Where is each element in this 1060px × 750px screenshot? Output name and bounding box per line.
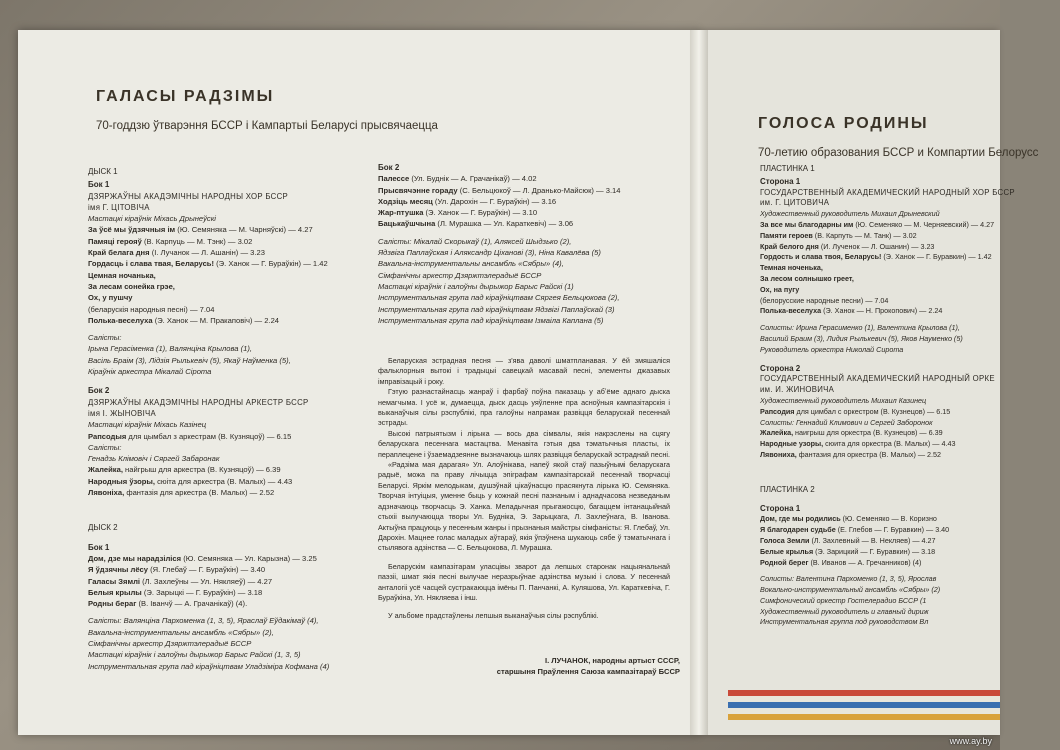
track-title: За ўсё мы ўдзячныя ім <box>88 225 176 235</box>
track-title: Ох, на пугу <box>760 284 800 294</box>
director-line: Художественный руководитель Михаил Дрыневский <box>760 209 940 219</box>
track-line <box>88 247 368 258</box>
track-line <box>760 514 1060 525</box>
track-credits: (Е. Глебов — Г. Буравкин) — 3.40 <box>835 525 950 535</box>
director-line: Мастацкі кіраўнік Міхась Дрынеўскі <box>88 214 216 224</box>
credit-line: Вакальна-інструментальны ансамбль «Сябры» (4), <box>378 259 564 269</box>
page-title-russian: ГОЛОСА РОДИНЫ <box>758 115 929 132</box>
track-credits: (С. Бельцюкоў — Л. Дранько-Майсюк) — 3.14 <box>457 185 621 195</box>
track-title: Цемная ночанька, <box>88 270 156 280</box>
credit-line: Кіраўнік аркестра Мікалай Сірота <box>88 367 212 377</box>
track-line <box>760 231 1060 242</box>
track-credits: (Э. Зарыцкі — Г. Бураўкін) — 3.18 <box>141 587 263 597</box>
track-credits: для цимбал с оркестром (В. Кузнецов) — 6.15 <box>794 406 951 416</box>
track-credits: сюіта для аркестра (В. Малых) — 4.43 <box>155 476 293 486</box>
track-line <box>88 487 368 498</box>
track-title: Памяці герояў <box>88 236 142 246</box>
track-line <box>378 185 678 196</box>
track-line <box>378 173 678 184</box>
ensemble-name: ДЗЯРЖАЎНЫ АКАДЭМІЧНЫ НАРОДНЫ ХОР БССР <box>88 191 289 201</box>
track-title: Край белага дня <box>88 248 150 258</box>
ensemble-name: ГОСУДАРСТВЕННЫЙ АКАДЕМИЧЕСКИЙ НАРОДНЫЙ ХОР БССР <box>760 187 1015 197</box>
track-title: Памяти героев <box>760 230 813 240</box>
spacer <box>88 534 368 540</box>
track-line <box>88 564 368 575</box>
disc-heading: ПЛАСТИНКА 2 <box>760 484 815 494</box>
track-credits: (В. Иванов — А. Гречанников) (4) <box>808 557 922 567</box>
track-credits: (Ю. Семяняка — Ул. Карызна) — 3.25 <box>181 553 317 563</box>
spacer <box>88 377 368 383</box>
track-credits: (В. Карпуць — М. Тэнк) — 3.02 <box>141 236 253 246</box>
track-line <box>88 315 368 326</box>
track-title: Я благодарен судьбе <box>760 525 836 535</box>
credit-line: Мастацкі кіраўнік і галоўны дырыжор Барыс Райскі (1) <box>378 281 574 291</box>
credit-line: (белорусские народные песни) — 7.04 <box>760 295 889 305</box>
credit-line: Салісты: Мікалай Скорыкаў (1), Аляксей Шыдзько (2), <box>378 236 572 246</box>
credit-line: Інструментальная група пад кіраўніцтвам Сяргея Бельцюкова (2), <box>378 293 620 303</box>
track-title: Народныя ўзоры, <box>88 476 155 486</box>
track-title: Ходзіць месяц <box>378 196 433 206</box>
track-line <box>760 439 1060 450</box>
credit-line: Симфонический оркестр Гостелерадио БССР (1 <box>760 595 927 605</box>
watermark: www.ay.by <box>949 736 992 746</box>
credit-line: Інструментальная група пад кіраўніцтвам Ядзвігі Паплаўскай (3) <box>378 304 615 314</box>
side-heading: Бок 1 <box>88 180 110 190</box>
director-line: Художественный руководитель Михаил Казинец <box>760 395 927 405</box>
disc-heading: ПЛАСТИНКА 1 <box>760 164 815 173</box>
track-title: Лявониха, <box>760 449 797 459</box>
track-credits: наигрыш для оркестра (В. Кузнецов) — 6.39 <box>793 428 943 438</box>
track-title: За лесам сонейка грэе, <box>88 281 175 291</box>
track-line <box>760 558 1060 569</box>
signature-line-1: І. ЛУЧАНОК, народны артыст СССР, <box>544 656 680 665</box>
track-credits: фантазія для аркестра (В. Малых) — 2.52 <box>124 488 275 498</box>
track-line <box>88 598 368 609</box>
credit-line: Салісты: Валянціна Пархоменка (1, 3, 5), Яраслаў Еўдакімаў (4), <box>88 616 319 626</box>
tracklist-disc2-side2 <box>378 160 678 326</box>
track-title: Жалейка, <box>88 465 123 475</box>
track-credits: (Ул. Дарохін — Г. Бураўкін) — 3.16 <box>432 196 557 206</box>
track-title: Голоса Земли <box>760 535 810 545</box>
dedication-russian: 70-летию образования БССР и Компартии Белорусс <box>758 147 1039 159</box>
track-credits: (Ю. Семеняко — В. Коризно <box>840 514 937 524</box>
track-credits: (Ул. Буднік — А. Грачанікаў) — 4.02 <box>409 174 537 184</box>
track-credits: (Л. Мурашка — Ул. Караткевіч) — 3.06 <box>435 219 574 229</box>
track-credits: (Я. Глебаў — Г. Бураўкін) — 3.40 <box>148 565 266 575</box>
track-line <box>88 236 368 247</box>
track-line <box>760 450 1060 461</box>
ensemble-name: імя І. ЖЫНОВІЧА <box>88 408 157 418</box>
credit-line: Ядзвіга Паплаўская і Аляксандр Ціханові (3), Ніна Кавалёва (5) <box>378 248 601 258</box>
track-credits: (Э. Зарицкий — Г. Буравкин) — 3.18 <box>813 546 936 556</box>
track-title: Жар-птушка <box>378 208 424 218</box>
credit-line: Сімфанічны аркестр Дзяржтэлерадыё БССР <box>88 638 252 648</box>
track-title: Я ўдзячны лёсу <box>88 565 148 575</box>
essay-paragraph: Беларуская эстрадная песня — з'ява даволі шматпланавая. У ёй змяшаліся фальклорныя вытокі і традыцыі савецкай масавай песні, элементы джазавых імправізацый і року. <box>378 356 670 386</box>
track-title: Родной берег <box>760 557 809 567</box>
track-title: Родны бераг <box>88 599 137 609</box>
signature-line-2: старшыня Праўлення Саюза кампазітараў БССР <box>496 667 680 676</box>
side-heading: Сторона 1 <box>760 503 801 513</box>
essay-paragraph: «Радзіма мая дарагая» Ул. Алоўнікава, напеў якой стаў пазыўнымі беларускага радыё, можа па праву лічыцца эпіграфам кампазітарскай песеннай творчасці Беларусі. Яркім мелодыкам, душэўнай цікаўнасцю прасякнута лірыка Ю. Семяняка. Творчая інтуіцыя, уменне быць у кожнай песні пазнаным і аднадчасова незведаным адзначаюць творчасць Э. Ханка. Меладычная прыгажосцю, багаццем інтанацыйнай стыхіі вылучаюцца творы Ул. Будніка, Э. Зарыцкага, Л. Захлеўнага, В. Іванова. Актыўна працуюць у песенным жанры і прызнаныя майстры сімфаністы: Я. Глебаў, Ул. Дарохін. Мацнее голас маладых аўтараў, якія ўпэўнена шукаюць сябе ў тэматычнага і стылявога адзінства — С. Бельцюкова, Л. Мурашка. <box>378 460 670 553</box>
spacer <box>760 473 1060 479</box>
side-heading: Бок 2 <box>378 163 400 172</box>
spacer <box>760 496 1060 502</box>
track-title: Прысвячэнне гораду <box>378 185 458 195</box>
essay-paragraph: Гэтую разнастайнасць жанраў і фарбаў поўна паказаць у абʼёме аднаго дыска немагчыма. І усё ж, думаецца, дыск дасць уяўленне пра асноўныя кампазітарскія і выканаўчыя сілы рэспублікі, пра галоўны напрамак развіцця беларускай песеннай эстрады. <box>378 387 670 428</box>
track-credits: сюита для оркестра (В. Малых) — 4.43 <box>823 439 956 449</box>
track-title: Галасы Зямлі <box>88 576 141 586</box>
track-title: За все мы благодарны им <box>760 219 854 229</box>
tracklist-disc1-and-disc2 <box>88 160 368 672</box>
ensemble-name: імя Г. ЦІТОВІЧА <box>88 202 150 212</box>
track-line <box>378 218 678 229</box>
track-credits: (И. Лученок — Л. Ошанин) — 3.23 <box>818 241 935 251</box>
credit-line: (беларускія народныя песні) — 7.04 <box>88 304 215 314</box>
track-credits: (І. Лучанок — Л. Ашанін) — 3.23 <box>149 248 265 258</box>
track-line <box>760 242 1060 253</box>
dedication-belarusian: 70-годдзю ўтварэння БССР і Кампартыі Беларусі прысвячаецца <box>96 120 438 132</box>
track-line <box>88 270 368 281</box>
track-line <box>88 587 368 598</box>
track-title: Ох, у пушчу <box>88 293 133 303</box>
track-line <box>760 407 1060 418</box>
credit-line: Руководитель оркестра Николай Сирота <box>760 344 904 354</box>
track-line <box>378 207 678 218</box>
credit-line: Салісты: <box>88 442 122 452</box>
essay-paragraph: Высокі патрыятызм і лірыка — вось два сімвалы, якія накрэслены на сцягу беларускага песеннага мастацтва. Менавіта гэтыя два тэматычныя пласты, іх пераплецене і ўзаемадзеянне вызначаюць шлях развіцця беларускай эстраднай песні. <box>378 428 670 459</box>
credit-line: Солисты: Валентина Пархоменко (1, 3, 5), Ярослав <box>760 574 937 584</box>
track-line <box>760 274 1060 285</box>
track-credits: (В. Карпуть — М. Танк) — 3.02 <box>812 230 917 240</box>
track-credits: (Э. Ханок — Н. Прокопович) — 2.24 <box>821 306 943 316</box>
track-line <box>88 431 368 442</box>
track-line <box>760 536 1060 547</box>
track-credits: (Ю. Семеняко — М. Черняевский) — 4.27 <box>853 219 995 229</box>
essay-signature <box>470 655 680 677</box>
credit-line: Васіль Браім (3), Лідзія Рылькевіч (5), Якаў Наўменка (5), <box>88 355 291 365</box>
page-title-belarusian: ГАЛАСЫ РАДЗІМЫ <box>96 88 275 105</box>
track-credits: (В. Іванчў — А. Грачанікаў) (4). <box>136 599 248 609</box>
track-title: Полька-веселуха <box>760 306 822 316</box>
track-credits: (Ю. Семяняка — М. Чарняўскі) — 4.27 <box>175 225 313 235</box>
track-line <box>760 547 1060 558</box>
track-title: Край белого дня <box>760 241 819 251</box>
credit-line: Генадзь Клімовіч і Сяргей Забаронак <box>88 454 220 464</box>
credit-line: Вакальна-інструментальны ансамбль «Сябры» (2), <box>88 627 274 637</box>
director-line: Мастацкі кіраўнік Міхась Казінец <box>88 420 207 430</box>
credit-line: Інструментальная група пад кіраўніцтвам Уладзіміра Кофмана (4) <box>88 661 330 671</box>
side-heading: Бок 2 <box>88 386 110 396</box>
track-title: Полька-веселуха <box>88 315 153 325</box>
side-heading: Сторона 2 <box>760 363 801 373</box>
credit-line: Художественный руководитель и главный дириж <box>760 606 929 616</box>
track-line <box>760 252 1060 263</box>
track-title: Рапсодия <box>760 406 795 416</box>
essay-paragraph: У альбоме прадстаўлены лепшыя выканаўчыя сілы рэспублікі. <box>388 611 599 621</box>
tracklist-russian <box>760 158 1060 628</box>
liner-notes-essay <box>378 356 670 622</box>
credit-line: Солисты: Геннадий Климович и Сергей Заборонок <box>760 417 933 427</box>
credit-line: Салісты: <box>88 333 122 343</box>
track-line <box>760 263 1060 274</box>
track-credits: (Л. Захлеўны — Ул. Някляеў) — 4.27 <box>140 576 273 586</box>
track-credits: (Э. Ханок — М. Пракаповіч) — 2.24 <box>152 315 280 325</box>
essay-paragraph: Беларускім кампазітарам улаcцівы зварот да лепшых старонак нацыянальнай паэзіі, шмат якія песні вылучае неразрыўнае адзінства музыкі і слова. У песеннай анталогіі усё часцей сустракаюцца імёны П. Панчанкі, А. Куляшова, Ул. Караткевіча, Г. Бураўкіна, Ул. Някляева і інш. <box>378 561 670 602</box>
track-credits: фантазия для оркестра (В. Малых) — 2.52 <box>796 449 942 459</box>
track-line <box>88 292 368 303</box>
track-credits: (Э. Ханок — Г. Бураўкін) — 3.10 <box>423 208 538 218</box>
track-title: Жалейка, <box>760 428 794 438</box>
track-title: Гордасць і слава твая, Беларусь! <box>88 259 215 269</box>
track-credits: (Л. Захлевный — В. Некляев) — 4.27 <box>809 535 936 545</box>
track-title: Белые крылья <box>760 546 814 556</box>
ensemble-name: ДЗЯРЖАЎНЫ АКАДЭМІЧНЫ НАРОДНЫ АРКЕСТР БССР <box>88 397 309 407</box>
ensemble-name: ГОСУДАРСТВЕННЫЙ АКАДЕМИЧЕСКИЙ НАРОДНЫЙ ОРКЕ <box>760 374 995 384</box>
side-heading: Бок 1 <box>88 542 110 552</box>
track-title: Дом, дзе мы нарадзіліся <box>88 553 182 563</box>
track-title: За лесом солнышко греет, <box>760 273 854 283</box>
credit-line: Василий Браим (3), Лидия Рылькевич (5), Яков Науменко (5) <box>760 333 963 343</box>
track-line <box>760 220 1060 231</box>
track-line <box>760 525 1060 536</box>
disc-heading: ДЫСК 1 <box>88 167 118 176</box>
track-credits: найгрыш для аркестра (В. Кузняцоў) — 6.39 <box>122 465 281 475</box>
track-line <box>88 476 368 487</box>
track-line <box>88 553 368 564</box>
track-credits: (Э. Ханок — Г. Буравкин) — 1.42 <box>881 252 992 262</box>
credit-line: Мастацкі кіраўнік і галоўны дырыжор Барыс Райскі (1, 3, 5) <box>88 650 301 660</box>
track-title: Лявоніха, <box>88 488 125 498</box>
track-title: Рапсодыя <box>88 431 127 441</box>
track-credits: (Э. Ханок — Г. Бураўкін) — 1.42 <box>214 259 328 269</box>
track-title: Темная ноченька, <box>760 263 823 273</box>
disc-heading: ДЫСК 2 <box>88 523 118 533</box>
track-line <box>88 464 368 475</box>
credit-line: Інструментальная група пад кіраўніцтвам Ізмаіла Каплана (5) <box>378 315 604 325</box>
spacer <box>88 510 368 516</box>
credit-line: Ірына Герасіменка (1), Валянціна Крылова (1), <box>88 344 252 354</box>
credit-line: Солисты: Ирина Герасименко (1), Валентина Крылова (1), <box>760 323 960 333</box>
track-title: Дом, где мы родились <box>760 514 841 524</box>
track-line <box>88 281 368 292</box>
right-page-content <box>698 30 1039 735</box>
track-title: Гордость и слава твоя, Беларусь! <box>760 252 882 262</box>
track-title: Белыя крылы <box>88 587 142 597</box>
spacer <box>760 356 1060 362</box>
track-line <box>378 196 678 207</box>
track-line <box>88 258 368 269</box>
track-line <box>760 285 1060 296</box>
track-line <box>760 428 1060 439</box>
ensemble-name: им. Г. ЦИТОВИЧА <box>760 198 830 208</box>
track-line <box>760 306 1060 317</box>
track-credits: для цымбал з аркестрам (В. Кузняцоў) — 6.15 <box>126 431 292 441</box>
track-title: Народные узоры, <box>760 439 824 449</box>
track-title: Палессе <box>378 174 410 184</box>
credit-line: Инструментальная группа под руководством Вл <box>760 617 929 627</box>
track-title: Бацькаўшчына <box>378 219 436 229</box>
track-line <box>88 576 368 587</box>
credit-line: Вокально-инструментальный ансамбль «Сябры» (2) <box>760 585 941 595</box>
track-line <box>88 224 368 235</box>
ensemble-name: им. И. ЖИНОВИЧА <box>760 385 835 395</box>
credit-line: Сімфанічны аркестр Дзяржтэлерадыё БССР <box>378 270 542 280</box>
side-heading: Сторона 1 <box>760 176 801 186</box>
